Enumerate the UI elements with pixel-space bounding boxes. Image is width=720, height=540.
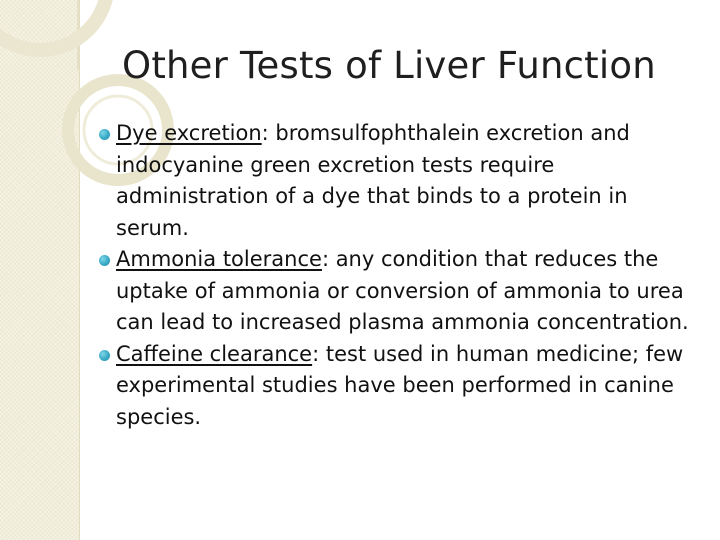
bullet-term: Dye excretion — [116, 121, 262, 145]
bullet-list — [116, 118, 706, 433]
bullet-dot-icon — [99, 129, 110, 140]
bullet-item-ammonia-tolerance — [116, 244, 706, 339]
bullet-term: Caffeine clearance — [116, 341, 313, 366]
bullet-text: : any condition that reduces the uptake of ammonia or conversion of ammonia to urea can lead to increased plasma ammonia concentration. — [116, 247, 689, 334]
bullet-dot-icon — [99, 255, 110, 266]
slide-title: Other Tests of Liver Function — [122, 44, 656, 87]
bullet-text: : bromsulfophthalein excretion and indocyanine green excretion tests require administration of a dye that binds to a protein in serum. — [116, 121, 630, 240]
left-decorative-band — [0, 0, 80, 540]
bullet-item-dye-excretion — [116, 118, 706, 244]
bullet-term: Ammonia tolerance — [116, 247, 322, 271]
bullet-dot-icon — [99, 350, 110, 361]
bullet-text: : test used in human medicine; few experimental studies have been performed in canine species. — [116, 341, 684, 429]
bullet-item-caffeine-clearance — [116, 339, 706, 434]
